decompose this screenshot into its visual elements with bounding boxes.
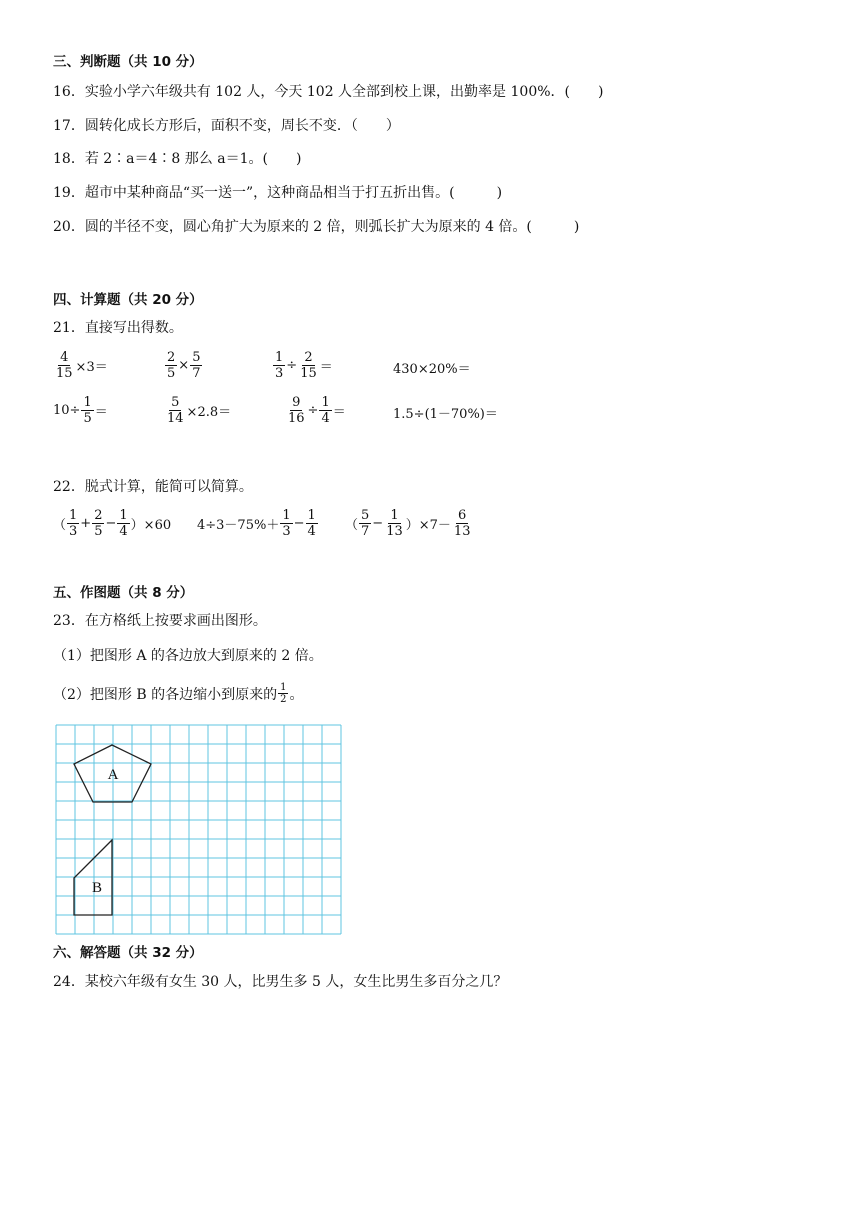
section-4-heading: 四、计算题（共 20 分） <box>53 292 203 308</box>
question-17: 17．圆转化成长方形后，面积不变，周长不变．（ ） <box>53 118 400 134</box>
grid-paper <box>55 724 343 940</box>
question-22: 22．脱式计算，能简可以简算。 <box>53 479 253 495</box>
question-23: 23．在方格纸上按要求画出图形。 <box>53 613 267 629</box>
question-21: 21．直接写出得数。 <box>53 320 183 336</box>
expr-22-3: （ 5 7 − $\frac{1}{13}$ ）×7－ 6 13 <box>345 508 471 539</box>
calc-r2-b: $\frac{5}{14}$ ×2.8＝ <box>167 395 232 426</box>
question-20: 20．圆的半径不变，圆心角扩大为原来的 2 倍，则弧长扩大为原来的 4 倍。( ) <box>53 219 580 235</box>
calc-r1-d: 430×20%＝ <box>393 362 471 377</box>
calc-r2-a: 10÷ $\frac{1}{5}$ ＝ <box>53 395 108 426</box>
calc-r2-d: 1.5÷(1－70%)＝ <box>393 407 498 422</box>
question-23-part-1: （1）把图形 A 的各边放大到原来的 2 倍。 <box>53 648 323 664</box>
question-24: 24．某校六年级有女生 30 人，比男生多 5 人，女生比男生多百分之几？ <box>53 974 508 990</box>
section-3-heading: 三、判断题（共 10 分） <box>53 54 203 70</box>
grid-figure <box>55 724 343 936</box>
shape-b-label: B <box>91 880 103 896</box>
question-18: 18．若 2∶a＝4∶8 那么 a＝1。( ) <box>53 151 302 167</box>
calc-r1-b: $\frac{2}{5}$ × $\frac{5}{7}$ <box>167 350 201 381</box>
question-19: 19．超市中某种商品“买一送一”，这种商品相当于打五折出售。( ) <box>53 185 503 201</box>
question-16: 16．实验小学六年级共有 102 人，今天 102 人全部到校上课，出勤率是 100%．( ) <box>53 84 604 100</box>
expr-22-1: （ 1 3 + $\frac{2}{5}$ − $\frac{1}{4}$ ）×60 <box>53 508 172 539</box>
calc-r1-a: $\frac{4}{15}$ ×3＝ <box>56 350 108 381</box>
shape-a-label: A <box>107 767 119 783</box>
section-5-heading: 五、作图题（共 8 分） <box>53 585 194 601</box>
section-6-heading: 六、解答题（共 32 分） <box>53 945 203 961</box>
question-23-part-2: （2）把图形 B 的各边缩小到原来的 1 2 。 <box>53 682 304 705</box>
calc-r1-c: $\frac{1}{3}$ ÷ $\frac{2}{15}$ ＝ <box>275 350 333 381</box>
calc-r2-c: $\frac{9}{16}$ ÷ $\frac{1}{4}$ ＝ <box>288 395 346 426</box>
expr-22-2: 4÷3－75%＋ 1 3 − $\frac{1}{4}$ <box>197 508 316 539</box>
